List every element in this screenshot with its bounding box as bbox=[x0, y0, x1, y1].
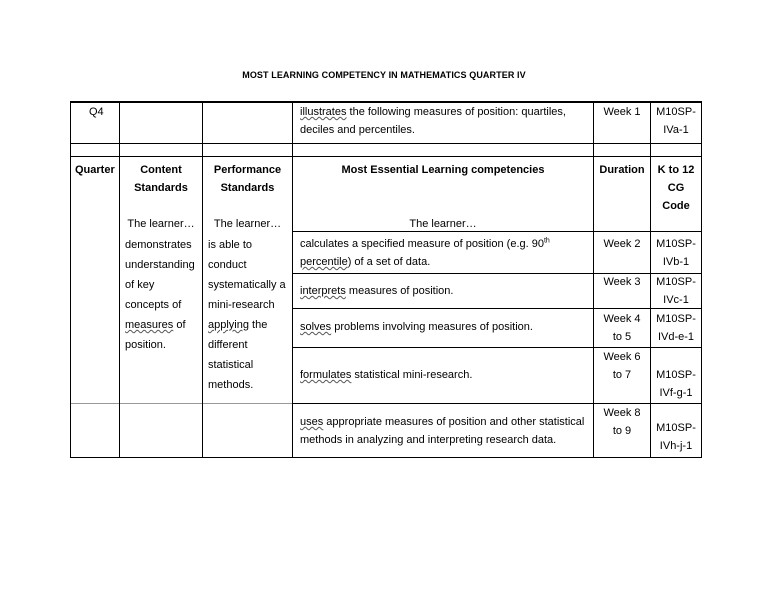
duration-cell: Week 4 to 5 bbox=[603, 313, 641, 343]
competency-cell: illustrates the following measures of position: quartiles, deciles and percentiles. bbox=[300, 106, 566, 136]
quarter-cell: Q4 bbox=[89, 106, 104, 118]
row-divider bbox=[71, 156, 701, 157]
learner-label: The learner… bbox=[409, 218, 477, 230]
header-duration: Duration bbox=[599, 164, 645, 176]
page-title: MOST LEARNING COMPETENCY IN MATHEMATICS QUARTER IV bbox=[242, 70, 526, 80]
col-divider bbox=[119, 101, 120, 457]
code-cell: M10SP- IVf-g-1 bbox=[656, 369, 696, 399]
learner-label: The learner… bbox=[127, 218, 195, 230]
header-performance-standards: Performance Standards bbox=[213, 164, 282, 194]
competency-cell: solves problems involving measures of position. bbox=[300, 321, 533, 333]
header-content-standards: Content Standards bbox=[134, 164, 188, 194]
learner-label: The learner… bbox=[213, 218, 282, 230]
header-code: K to 12 CG Code bbox=[657, 164, 695, 212]
row-divider bbox=[71, 143, 701, 144]
competency-cell: calculates a specified measure of position (e.g. 90th percentile) of a set of data. bbox=[300, 237, 550, 268]
competency-cell: uses appropriate measures of position and other statistical methods in analyzing and interpreting research data. bbox=[300, 416, 585, 446]
content-standards-text: demonstrates understanding of key concepts of measures of position. bbox=[125, 239, 195, 351]
row-divider bbox=[292, 308, 701, 309]
competency-cell: interprets measures of position. bbox=[300, 285, 454, 297]
duration-cell: Week 2 bbox=[603, 238, 641, 250]
header-quarter: Quarter bbox=[75, 164, 115, 176]
duration-cell: Week 6 to 7 bbox=[603, 351, 641, 381]
duration-cell: Week 8 to 9 bbox=[603, 407, 641, 437]
competency-table bbox=[70, 101, 702, 458]
row-divider bbox=[71, 403, 292, 404]
header-competencies: Most Essential Learning competencies bbox=[341, 164, 545, 176]
competency-cell: formulates statistical mini-research. bbox=[300, 369, 473, 381]
duration-cell: Week 1 bbox=[603, 106, 641, 118]
code-cell: M10SP- IVh-j-1 bbox=[656, 422, 696, 452]
code-cell: M10SP- IVb-1 bbox=[656, 238, 696, 268]
duration-cell: Week 3 bbox=[603, 276, 641, 288]
code-cell: M10SP- IVc-1 bbox=[656, 276, 696, 306]
code-cell: M10SP- IVa-1 bbox=[656, 106, 696, 136]
performance-standards-text: is able to conduct systematically a mini-research applying the different statistical methods. bbox=[208, 239, 286, 391]
code-cell: M10SP- IVd-e-1 bbox=[656, 313, 696, 343]
